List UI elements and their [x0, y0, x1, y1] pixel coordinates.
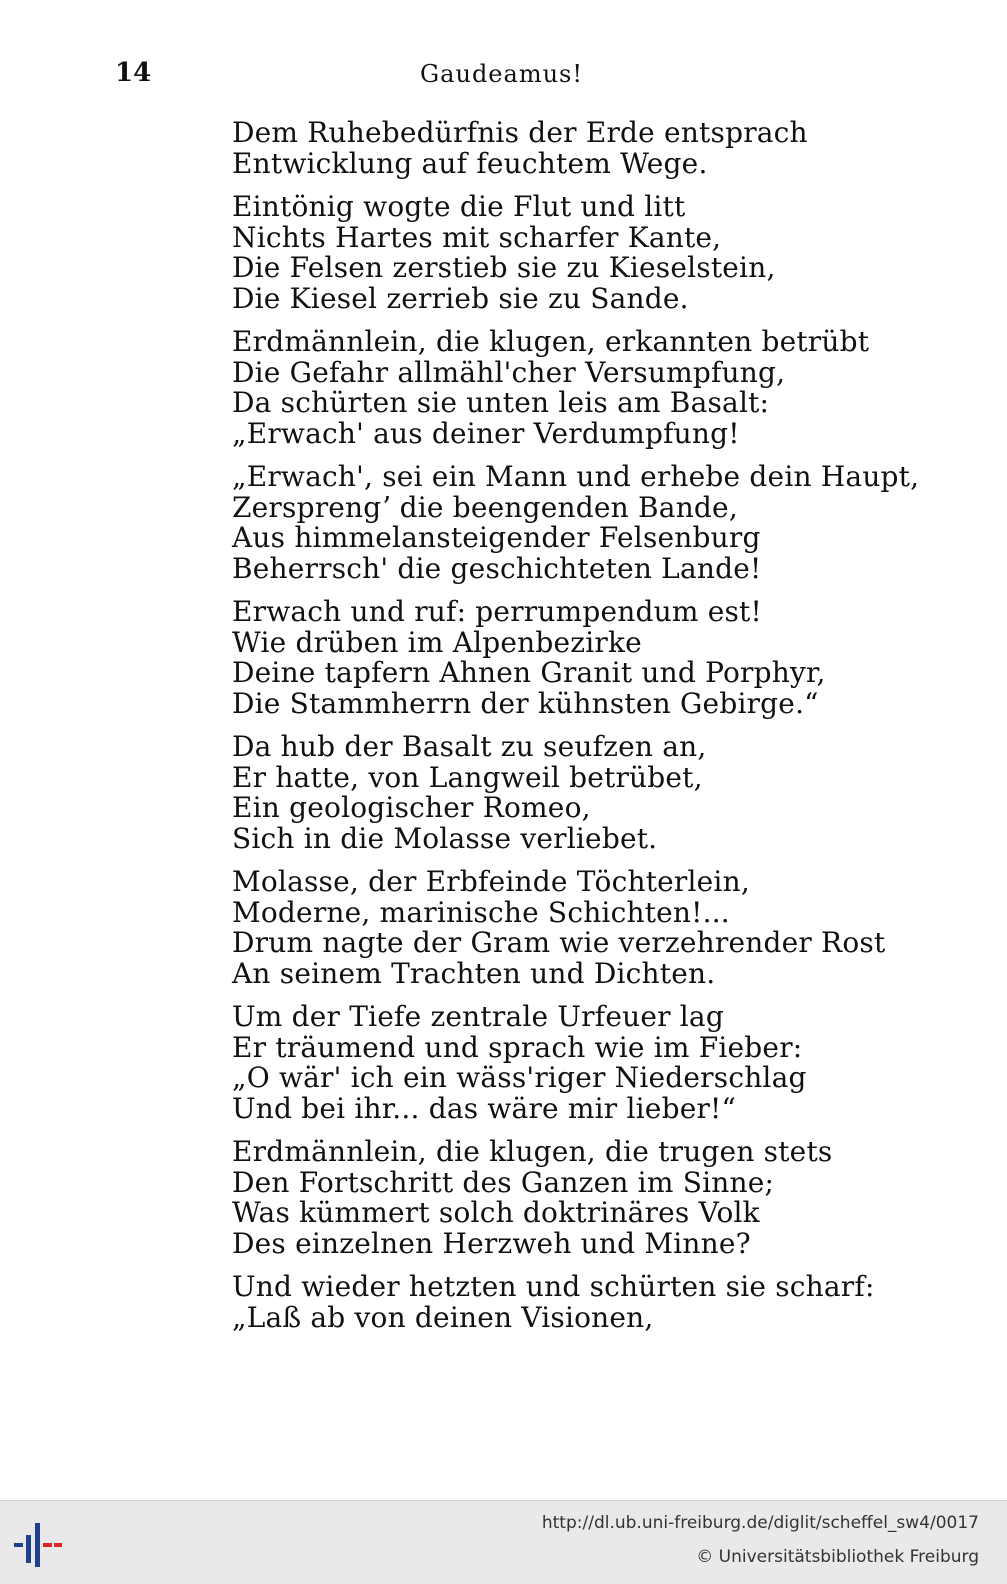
verse-line: „Erwach' aus deiner Verdumpfung!: [232, 416, 740, 450]
stanza: [232, 192, 972, 314]
stanza: [232, 1137, 972, 1259]
source-url-link[interactable]: http://dl.ub.uni-freiburg.de/diglit/scheffel_sw4/0017: [541, 1513, 979, 1533]
verse-line: Die Stammherrn der kühnsten Gebirge.“: [232, 686, 819, 720]
verse-line: „Erwach', sei ein Mann und erhebe dein Haupt,: [232, 460, 920, 493]
verse-line: Beherrsch' die geschichteten Lande!: [232, 551, 762, 585]
stanza: [232, 597, 972, 719]
verse-line: Die Gefahr allmähl'cher Versumpfung,: [232, 355, 786, 389]
verse-line: Da hub der Basalt zu seufzen an,: [232, 730, 707, 763]
verse-line: Erdmännlein, die klugen, die trugen stets: [232, 1135, 833, 1168]
verse-line: Den Fortschritt des Ganzen im Sinne;: [232, 1165, 775, 1199]
stanza: [232, 1272, 972, 1333]
stanza: [232, 1002, 972, 1124]
stanza: [232, 118, 972, 179]
verse-line: Erdmännlein, die klugen, erkannten betrübt: [232, 325, 870, 358]
stanza: [232, 462, 972, 584]
verse-line: Erwach und ruf: perrumpendum est!: [232, 595, 762, 628]
verse-line: An seinem Trachten und Dichten.: [232, 956, 716, 990]
verse-line: „Laß ab von deinen Visionen,: [232, 1300, 654, 1334]
verse-line: Wie drüben im Alpenbezirke: [232, 625, 642, 659]
verse-line: Moderne, marinische Schichten!...: [232, 895, 730, 929]
verse-line: Die Felsen zerstieb sie zu Kieselstein,: [232, 251, 776, 284]
stanza: [232, 732, 972, 854]
verse-line: Um der Tiefe zentrale Urfeuer lag: [232, 1000, 724, 1033]
verse-line: Sich in die Molasse verliebet.: [232, 821, 658, 855]
verse-line: Zersprengʼ die beengenden Bande,: [232, 490, 738, 524]
verse-line: Drum nagte der Gram wie verzehrender Rost: [232, 926, 886, 959]
verse-line: „O wär' ich ein wäss'riger Niederschlag: [232, 1061, 807, 1094]
verse-line: Die Kiesel zerrieb sie zu Sande.: [232, 281, 689, 315]
verse-line: Deine tapfern Ahnen Granit und Porphyr,: [232, 656, 826, 689]
stanza: [232, 327, 972, 449]
page-number: 14: [115, 58, 152, 88]
verse-line: Entwicklung auf feuchtem Wege.: [232, 146, 708, 180]
verse-line: Eintönig wogte die Flut und litt: [232, 190, 686, 223]
verse-line: Dem Ruhebedürfnis der Erde entsprach: [232, 116, 808, 149]
viewer-footer: [0, 1500, 1007, 1584]
verse-line: Was kümmert solch doktrinäres Volk: [232, 1196, 760, 1229]
copyright-text: © Universitätsbibliothek Freiburg: [696, 1547, 979, 1567]
poem-body: [232, 118, 972, 1346]
verse-line: Er hatte, von Langweil betrübet,: [232, 760, 703, 794]
verse-line: Aus himmelansteigender Felsenburg: [232, 521, 761, 554]
verse-line: Da schürten sie unten leis am Basalt:: [232, 386, 770, 419]
library-logo-icon[interactable]: [12, 1519, 64, 1571]
verse-line: Und wieder hetzten und schürten sie scharf:: [232, 1270, 875, 1303]
verse-line: Und bei ihr... das wäre mir lieber!“: [232, 1091, 737, 1125]
verse-line: Des einzelnen Herzweh und Minne?: [232, 1226, 751, 1260]
running-title: Gaudeamus!: [420, 60, 583, 88]
verse-line: Er träumend und sprach wie im Fieber:: [232, 1030, 803, 1064]
verse-line: Molasse, der Erbfeinde Töchterlein,: [232, 865, 750, 898]
verse-line: Ein geologischer Romeo,: [232, 791, 591, 824]
stanza: [232, 867, 972, 989]
verse-line: Nichts Hartes mit scharfer Kante,: [232, 220, 722, 254]
